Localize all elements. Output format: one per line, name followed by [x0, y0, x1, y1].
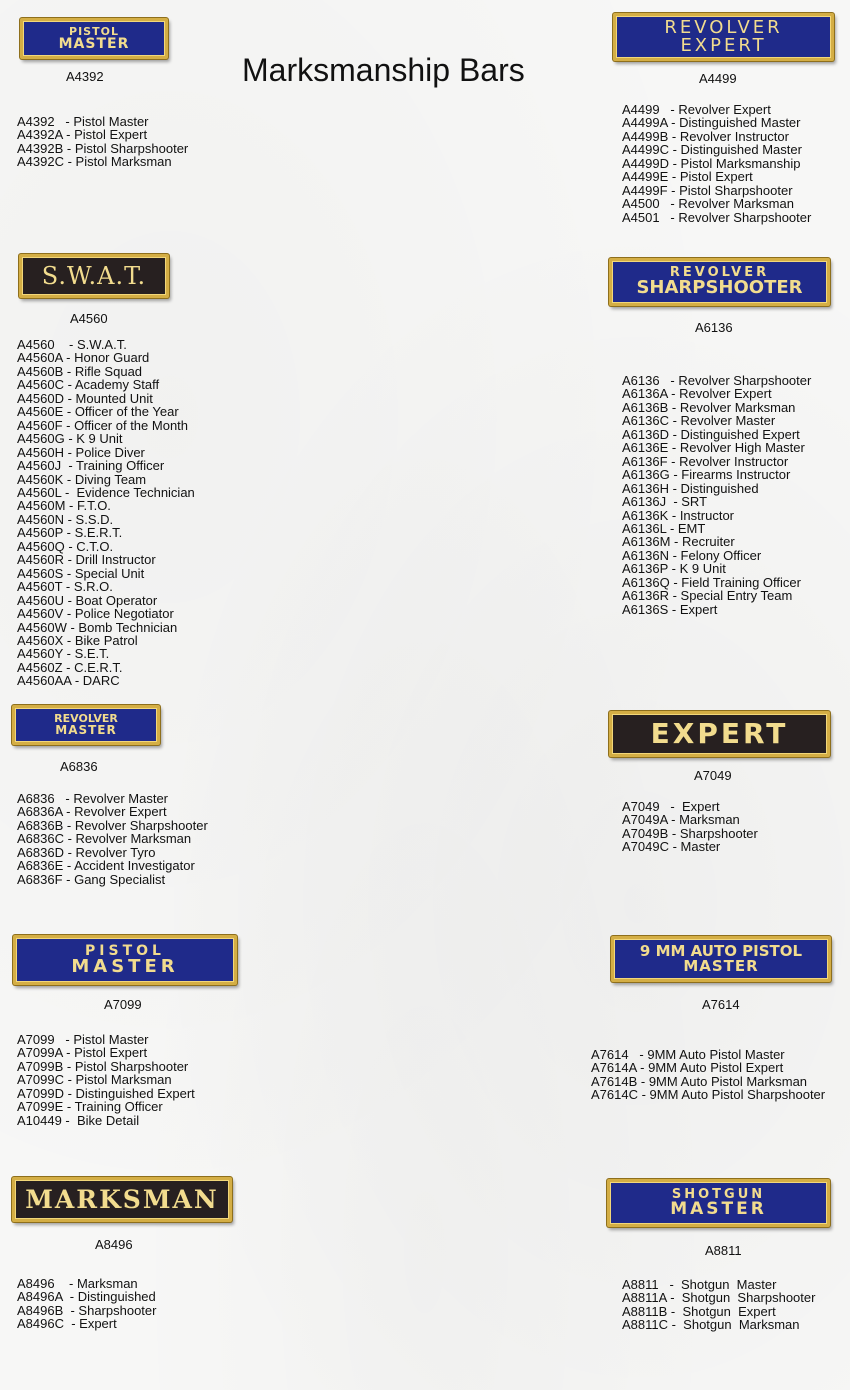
list-item: A6136E - Revolver High Master — [622, 440, 805, 456]
list-item: A6836A - Revolver Expert — [17, 804, 167, 820]
list-item: A7099A - Pistol Expert — [17, 1045, 148, 1061]
list-item: A4499B - Revolver Instructor — [622, 128, 789, 144]
list-item: A4499 - Revolver Expert — [622, 102, 771, 117]
item-list-a6136 — [622, 374, 811, 616]
bar-text-line: MASTER — [71, 955, 179, 977]
list-item: A8811C - Shotgun Marksman — [622, 1317, 800, 1333]
list-item: A4560V - Police Negotiator — [17, 606, 174, 622]
bar-text-line: PISTOL — [69, 24, 119, 38]
list-item: A4560P - S.E.R.T. — [17, 525, 123, 541]
item-list-a4392 — [17, 115, 188, 169]
item-list-a8496 — [17, 1277, 156, 1331]
list-item: A4560Q - C.T.O. — [17, 538, 114, 554]
product-code: A8496 — [95, 1237, 133, 1252]
list-item: A4560W - Bomb Technician — [17, 619, 178, 635]
list-item: A4499C - Distinguished Master — [622, 142, 802, 158]
list-item: A4560D - Mounted Unit — [17, 390, 153, 406]
list-item: A6136R - Special Entry Team — [622, 588, 793, 604]
list-item: A7614B - 9MM Auto Pistol Marksman — [591, 1073, 808, 1089]
list-item: A6836D - Revolver Tyro — [17, 844, 156, 860]
list-item: A6836 - Revolver Master — [17, 791, 169, 806]
list-item: A8496A - Distinguished — [17, 1289, 156, 1305]
product-code: A8811 — [705, 1243, 742, 1258]
list-item: A4560A - Honor Guard — [17, 350, 150, 366]
list-item: A7049 - Expert — [622, 799, 720, 814]
list-item: A4560X - Bike Patrol — [17, 632, 138, 648]
list-item: A4392 - Pistol Master — [17, 114, 149, 129]
list-item: A4392B - Pistol Sharpshooter — [17, 140, 189, 156]
list-item: A6136L - EMT — [622, 520, 706, 536]
list-item: A7099D - Distinguished Expert — [17, 1085, 195, 1101]
list-item: A4560F - Officer of the Month — [17, 417, 189, 433]
bar-text-line: MARKSMAN — [25, 1184, 219, 1214]
product-code: A6836 — [60, 759, 98, 774]
product-code: A4560 — [70, 311, 108, 326]
list-item: A7099C - Pistol Marksman — [17, 1072, 172, 1088]
product-code: A7099 — [104, 997, 142, 1012]
list-item: A6136N - Felony Officer — [622, 547, 762, 563]
list-item: A6836B - Revolver Sharpshooter — [17, 817, 208, 833]
item-list-a7099 — [17, 1033, 195, 1127]
bar-image-a4499 — [613, 13, 834, 61]
bar-text-line: REVOLVER — [669, 265, 770, 281]
list-item: A4560T - S.R.O. — [17, 579, 113, 595]
list-item: A4499F - Pistol Sharpshooter — [622, 182, 793, 198]
list-item: A6136D - Distinguished Expert — [622, 426, 800, 442]
list-item: A6136F - Revolver Instructor — [622, 453, 789, 469]
list-item: A4560U - Boat Operator — [17, 592, 158, 608]
bar-text-line: PISTOL — [85, 942, 165, 959]
list-item: A8811B - Shotgun Expert — [622, 1303, 776, 1319]
list-item: A4560H - Police Diver — [17, 444, 145, 460]
list-item: A4499A - Distinguished Master — [622, 115, 801, 131]
list-item: A6136B - Revolver Marksman — [622, 399, 796, 415]
list-item: A4560Z - C.E.R.T. — [17, 659, 123, 675]
list-item: A10449 - Bike Detail — [17, 1112, 140, 1128]
list-item: A7049C - Master — [622, 839, 721, 855]
list-item: A8811A - Shotgun Sharpshooter — [622, 1290, 816, 1306]
bar-text-line: MASTER — [683, 957, 759, 975]
list-item: A8496 - Marksman — [17, 1276, 138, 1291]
list-item: A4560J - Training Officer — [17, 458, 165, 474]
list-item: A7099B - Pistol Sharpshooter — [17, 1058, 189, 1074]
bar-text-line: MASTER — [670, 1198, 767, 1219]
list-item: A4560R - Drill Instructor — [17, 552, 156, 568]
list-item: A7099E - Training Officer — [17, 1099, 163, 1115]
list-item: A6136A - Revolver Expert — [622, 386, 772, 402]
list-item: A8496B - Sharpshooter — [17, 1302, 157, 1318]
product-code: A4499 — [699, 71, 737, 86]
bar-image-a8811 — [607, 1179, 830, 1227]
item-list-a8811 — [622, 1278, 815, 1332]
list-item: A6136S - Expert — [622, 601, 718, 617]
bar-text-line: S.W.A.T. — [41, 261, 147, 290]
list-item: A4499E - Pistol Expert — [622, 169, 753, 185]
list-item: A4560C - Academy Staff — [17, 377, 160, 393]
list-item: A7614 - 9MM Auto Pistol Master — [591, 1047, 785, 1062]
list-item: A6136K - Instructor — [622, 507, 734, 523]
list-item: A8496C - Expert — [17, 1316, 117, 1332]
list-item: A6136G - Firearms Instructor — [622, 467, 791, 483]
bar-text-line: MASTER — [55, 723, 117, 738]
product-code: A4392 — [66, 69, 104, 84]
list-item: A6136Q - Field Training Officer — [622, 574, 801, 590]
list-item: A4560K - Diving Team — [17, 471, 147, 487]
list-item: A4560 - S.W.A.T. — [17, 337, 127, 352]
bar-text-line: EXPERT — [650, 716, 789, 750]
bar-image-a4392 — [20, 18, 168, 59]
item-list-a4560 — [17, 338, 195, 688]
list-item: A7614A - 9MM Auto Pistol Expert — [591, 1060, 784, 1076]
bar-text-line: SHOTGUN — [671, 1186, 766, 1202]
list-item: A6136P - K 9 Unit — [622, 561, 726, 577]
page-title: Marksmanship Bars — [242, 52, 525, 88]
bar-text-line: 9 MM AUTO PISTOL — [639, 941, 803, 960]
bar-image-a8496 — [12, 1177, 232, 1222]
list-item: A7049A - Marksman — [622, 812, 740, 828]
list-item: A4560AA - DARC — [17, 673, 120, 689]
list-item: A4560E - Officer of the Year — [17, 404, 179, 420]
item-list-a7614 — [591, 1048, 825, 1102]
list-item: A6136M - Recruiter — [622, 534, 735, 550]
list-item: A4501 - Revolver Sharpshooter — [622, 209, 812, 225]
item-list-a6836 — [17, 792, 208, 886]
list-item: A7099 - Pistol Master — [17, 1032, 149, 1047]
bar-text-line: REVOLVER — [54, 712, 118, 726]
list-item: A6136C - Revolver Master — [622, 413, 776, 429]
bar-text-line: SHARPSHOOTER — [636, 277, 803, 299]
bar-text-line: REVOLVER — [664, 16, 783, 38]
list-item: A6136 - Revolver Sharpshooter — [622, 373, 812, 388]
bar-text-line: EXPERT — [680, 35, 767, 56]
bar-image-a7099 — [13, 935, 237, 985]
list-item: A6136J - SRT — [622, 494, 708, 510]
list-item: A4500 - Revolver Marksman — [622, 196, 794, 212]
list-item: A7614C - 9MM Auto Pistol Sharpshooter — [591, 1087, 826, 1103]
bar-text-line: MASTER — [58, 35, 130, 52]
list-item: A4560B - Rifle Squad — [17, 363, 143, 379]
bar-image-a6136 — [609, 258, 830, 306]
list-item: A6836F - Gang Specialist — [17, 871, 166, 887]
list-item: A8811 - Shotgun Master — [622, 1277, 777, 1292]
list-item: A6136H - Distinguished — [622, 480, 759, 496]
list-item: A7049B - Sharpshooter — [622, 825, 758, 841]
bar-image-a4560 — [19, 254, 169, 298]
product-code: A7049 — [694, 768, 732, 783]
list-item: A4392A - Pistol Expert — [17, 127, 148, 143]
list-item: A4560M - F.T.O. — [17, 498, 111, 514]
bar-image-a6836 — [12, 705, 160, 745]
list-item: A6836E - Accident Investigator — [17, 858, 195, 874]
list-item: A4499D - Pistol Marksmanship — [622, 155, 801, 171]
list-item: A6836C - Revolver Marksman — [17, 831, 192, 847]
bar-image-a7049 — [609, 711, 830, 757]
bar-image-a7614 — [611, 936, 831, 982]
list-item: A4560S - Special Unit — [17, 565, 145, 581]
product-code: A7614 — [702, 997, 740, 1012]
list-item: A4560L - Evidence Technician — [17, 484, 195, 500]
list-item: A4560Y - S.E.T. — [17, 646, 110, 662]
product-code: A6136 — [695, 320, 733, 335]
item-list-a4499 — [622, 103, 811, 224]
list-item: A4392C - Pistol Marksman — [17, 154, 172, 170]
list-item: A4560N - S.S.D. — [17, 511, 114, 527]
list-item: A4560G - K 9 Unit — [17, 431, 123, 447]
item-list-a7049 — [622, 800, 758, 854]
